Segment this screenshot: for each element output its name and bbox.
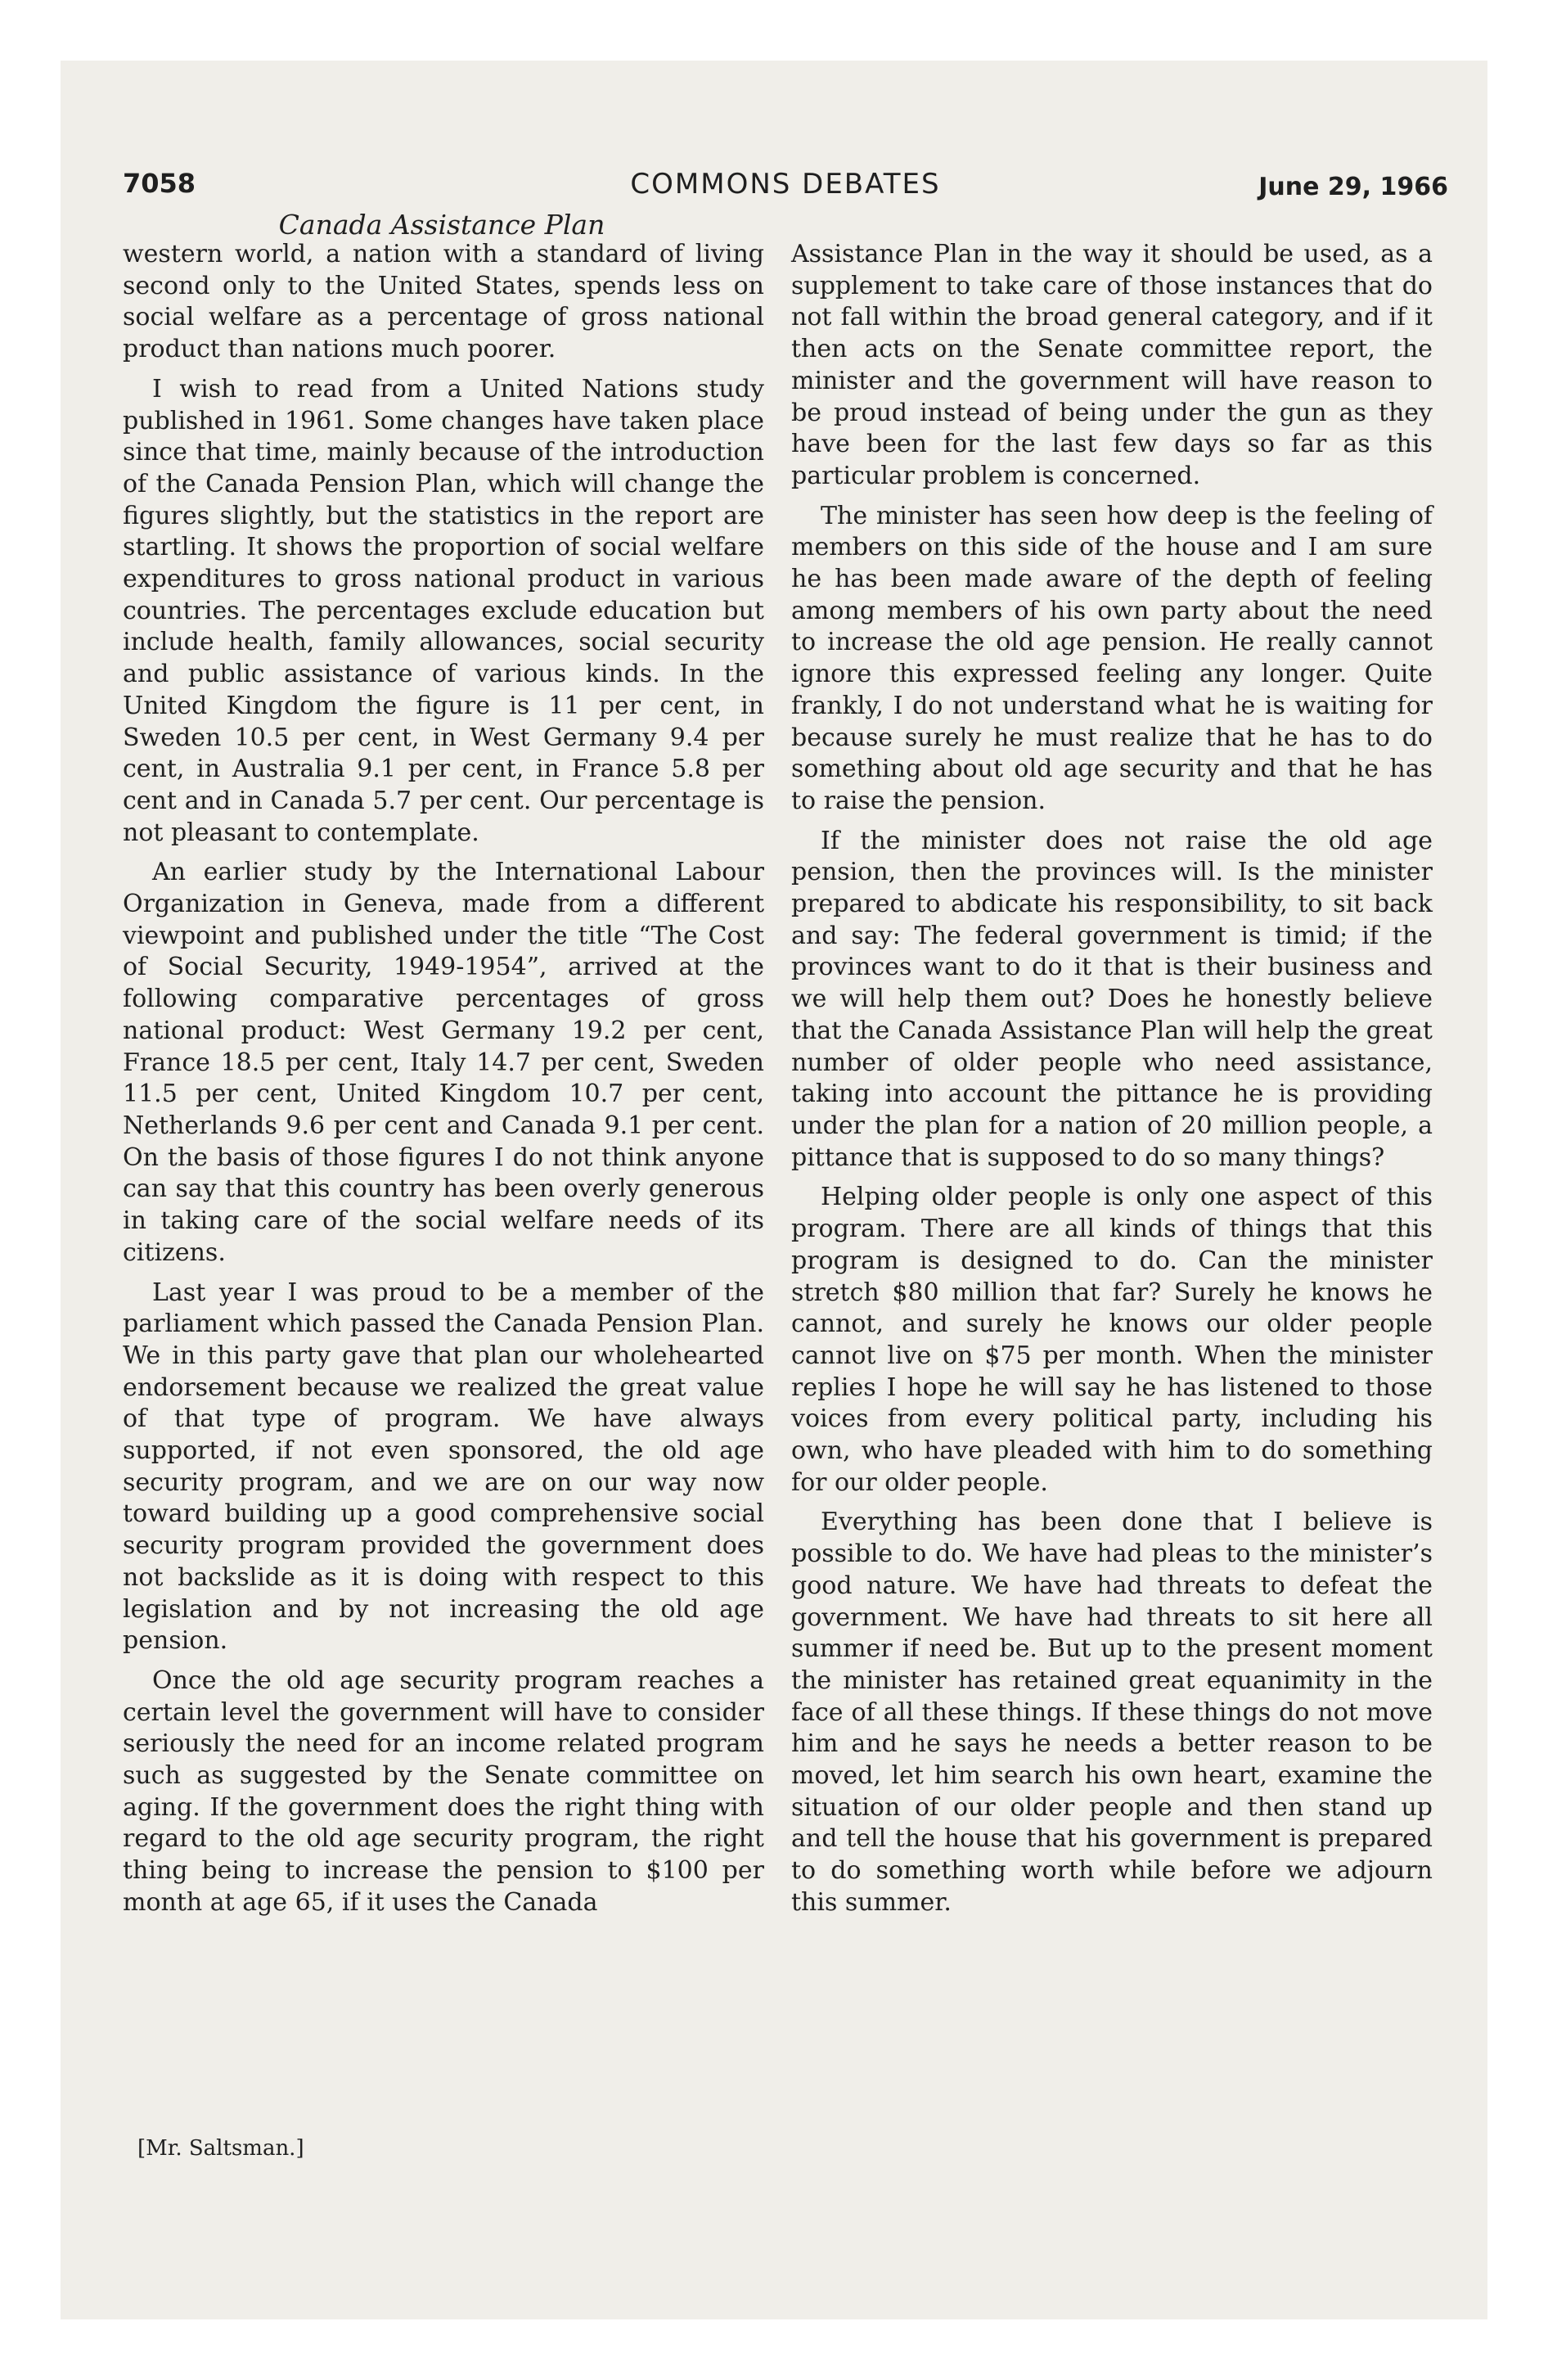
paragraph: Helping older people is only one aspect of this program. There are all kinds of things that this program is designed to do. Can the minister stretch $80 million that far? Surely he knows he cannot, and surely he knows our older people cannot live on $75 per month. When the minister replies I hope he will say he has listened to those voices from every political party, including his own, who have pleaded with him to do something for our older people. bbox=[791, 1183, 1433, 1497]
section-heading: Canada Assistance Plan bbox=[278, 209, 605, 241]
journal-title: COMMONS DEBATES bbox=[630, 168, 941, 201]
paragraph: Assistance Plan in the way it should be used, as a supplement to take care of those instances that do not fall within the broad general category, and if it then acts on the Senate committee report, the minister and the government will have reason to be proud instead of being under the gun as they have been for the last few days so far as this particular problem is concerned. bbox=[791, 240, 1433, 490]
paragraph: The minister has seen how deep is the feeling of members on this side of the house and I am sure he has been made aware of the depth of feeling among members of his own party about the need to increase the old age pension. He really cannot ignore this expressed feeling any longer. Quite frankly, I do not understand what he is waiting for because surely he must realize that he has to do something about old age security and that he has to raise the pension. bbox=[791, 501, 1433, 815]
paragraph: Last year I was proud to be a member of the parliament which passed the Canada Pension Plan. We in this party gave that plan our wholehearted endorsement because we realized the great value of that type of program. We have always supported, if not even sponsored, the old age security program, and we are on our way now toward building up a good comprehensive social security program provided the government does not backslide as it is doing with respect to this legislation and by not increasing the old age pension. bbox=[123, 1278, 764, 1656]
publication-date: June 29, 1966 bbox=[1258, 173, 1448, 201]
paragraph: I wish to read from a United Nations study published in 1961. Some changes have taken place since that time, mainly because of the introduction of the Canada Pension Plan, which will change the figures slightly, but the statistics in the report are startling. It shows the proportion of social welfare expenditures to gross national product in various countries. The percentages exclude education but include health, family allowances, social security and public assistance of various kinds. In the United Kingdom the figure is 11 per cent, in Sweden 10.5 per cent, in West Germany 9.4 per cent, in Australia 9.1 per cent, in France 5.8 per cent and in Canada 5.7 per cent. Our percentage is not pleasant to contemplate. bbox=[123, 374, 764, 847]
paragraph: western world, a nation with a standard of living second only to the United States, spends less on social welfare as a percentage of gross national product than nations much poorer. bbox=[123, 240, 764, 364]
paragraph: Once the old age security program reaches a certain level the government will have to consider seriously the need for an income related program such as suggested by the Senate committee on aging. If the government does the right thing with regard to the old age security program, the right thing being to increase the pension to $100 per month at age 65, if it uses the Canada bbox=[123, 1666, 764, 1917]
left-column bbox=[123, 239, 764, 1927]
paragraph: If the minister does not raise the old age pension, then the provinces will. Is the minister prepared to abdicate his responsibility, to sit back and say: The federal government is timid; if the provinces want to do it that is their business and we will help them out? Does he honestly believe that the Canada Assistance Plan will help the great number of older people who need assistance, taking into account the pittance he is providing under the plan for a nation of 20 million people, a pittance that is supposed to do so many things? bbox=[791, 826, 1433, 1172]
paragraph: Everything has been done that I believe is possible to do. We have had pleas to the minister’s good nature. We have had threats to defeat the government. We have had threats to sit here all summer if need be. But up to the present moment the minister has retained great equanimity in the face of all these things. If these things do not move him and he says he needs a better reason to be moved, let him search his own heart, examine the situation of our older people and then stand up and tell the house that his government is prepared to do something worth while before we adjourn this summer. bbox=[791, 1508, 1433, 1917]
right-column bbox=[791, 239, 1433, 1927]
paragraph: An earlier study by the International Labour Organization in Geneva, made from a different viewpoint and published under the title “The Cost of Social Security, 1949-1954”, arrived at the following comparative percentages of gross national product: West Germany 19.2 per cent, France 18.5 per cent, Italy 14.7 per cent, Sweden 11.5 per cent, United Kingdom 10.7 per cent, Netherlands 9.6 per cent and Canada 9.1 per cent. On the basis of those figures I do not think anyone can say that this country has been overly generous in taking care of the social welfare needs of its citizens. bbox=[123, 858, 764, 1267]
page-header bbox=[123, 168, 1448, 209]
speaker-attribution: [Mr. Saltsman.] bbox=[137, 2136, 304, 2161]
page-number: 7058 bbox=[123, 168, 196, 199]
